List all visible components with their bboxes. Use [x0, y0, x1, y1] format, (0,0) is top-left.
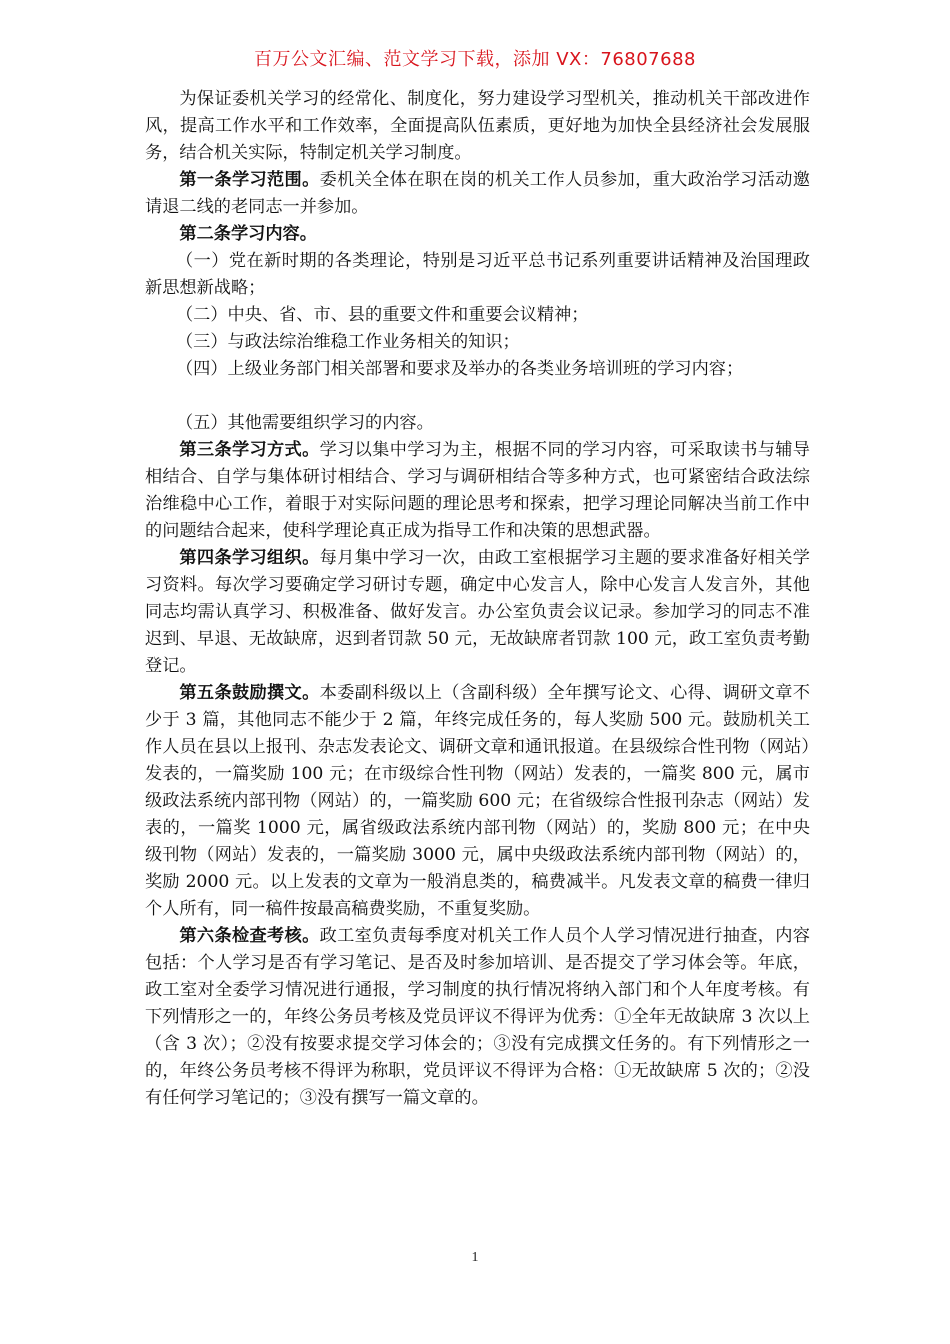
article-6-title: 第六条检查考核。 [179, 926, 320, 946]
intro-paragraph: 为保证委机关学习的经常化、制度化，努力建设学习型机关，推动机关干部改进作风，提高工作水平和工作效率，全面提高队伍素质，更好地为加快全县经济社会发展服务，结合机关实际，特制定机关学习制度。 [145, 89, 810, 163]
page-number: 1 [471, 1250, 479, 1265]
article-1-text: 委机关全体在职在岗的机关工作人员参加，重大政治学习活动邀请退二线的老同志一并参加。 [145, 170, 810, 217]
article-2-item: （二）中央、省、市、县的重要文件和重要会议精神； [175, 305, 589, 325]
article-1-title: 第一条学习范围。 [179, 170, 320, 190]
article-2-item: （一）党在新时期的各类理论，特别是习近平总书记系列重要讲话精神及治国理政新思想新战略； [145, 251, 810, 298]
article-6-text: 政工室负责每季度对机关工作人员个人学习情况进行抽查，内容包括：个人学习是否有学习笔记、是否及时参加培训、是否提交了学习体会等。年底，政工室对全委学习情况进行通报，学习制度的执行情况将纳入部门和个人年度考核。有下列情形之一的，年终公务员考核及党员评议不得评为优秀：①全年无故缺席 3 次以上（含 3 次）；②没有按要求提交学习体会的；③没有完成撰文任务的。有下列情形之一的，年终公务员考核不得评为称职，党员评议不得评为合格：①无故缺席 5 次的；②没有任何学习笔记的；③没有撰写一篇文章的。 [145, 926, 810, 1108]
blank-line [145, 383, 810, 410]
promo-banner: 百万公文汇编、范文学习下载，添加 VX：76807688 [254, 49, 696, 70]
article-3-title: 第三条学习方式。 [179, 440, 320, 460]
article-3-text: 学习以集中学习为主，根据不同的学习内容，可采取读书与辅导相结合、自学与集体研讨相结合、学习与调研相结合等多种方式，也可紧密结合政法综治维稳中心工作，着眼于对实际问题的理论思考和探索，把学习理论同解决当前工作中的问题结合起来，使科学理论真正成为指导工作和决策的思想武器。 [145, 440, 810, 541]
article-3 [145, 437, 810, 545]
article-5-text: 本委副科级以上（含副科级）全年撰写论文、心得、调研文章不少于 3 篇，其他同志不能少于 2 篇，年终完成任务的，每人奖励 500 元。鼓励机关工作人员在县以上报刊、杂志发表论文、调研文章和通讯报道。在县级综合性刊物（网站）发表的，一篇奖励 100 元；在市级综合性刊物（网站）发表的，一篇奖 800 元，属市级政法系统内部刊物（网站）的，一篇奖励 600 元；在省级综合性报刊杂志（网站）发表的，一篇奖 1000 元，属省级政法系统内部刊物（网站）的，奖励 800 元；在中央级刊物（网站）发表的，一篇奖励 3000 元，属中央级政法系统内部刊物（网站）的，奖励 2000 元。以上发表的文章为一般消息类的，稿费减半。凡发表文章的稿费一律归个人所有，同一稿件按最高稿费奖励，不重复奖励。 [145, 683, 810, 919]
article-5 [145, 680, 810, 923]
article-2-item: （三）与政法综治维稳工作业务相关的知识； [175, 332, 520, 352]
article-1 [145, 167, 810, 221]
article-5-title: 第五条鼓励撰文。 [179, 683, 320, 703]
article-4 [145, 545, 810, 680]
article-2-item: （四）上级业务部门相关部署和要求及举办的各类业务培训班的学习内容； [175, 359, 744, 379]
article-6 [145, 923, 810, 1112]
document-body [145, 86, 810, 1112]
article-2 [145, 221, 810, 248]
article-4-text: 每月集中学习一次，由政工室根据学习主题的要求准备好相关学习资料。每次学习要确定学习研讨专题，确定中心发言人，除中心发言人发言外，其他同志均需认真学习、积极准备、做好发言。办公室负责会议记录。参加学习的同志不准迟到、早退、无故缺席，迟到者罚款 50 元，无故缺席者罚款 100 元，政工室负责考勤登记。 [145, 548, 810, 676]
article-4-title: 第四条学习组织。 [179, 548, 320, 568]
article-2-item: （五）其他需要组织学习的内容。 [175, 413, 434, 433]
article-2-title: 第二条学习内容。 [179, 224, 317, 244]
